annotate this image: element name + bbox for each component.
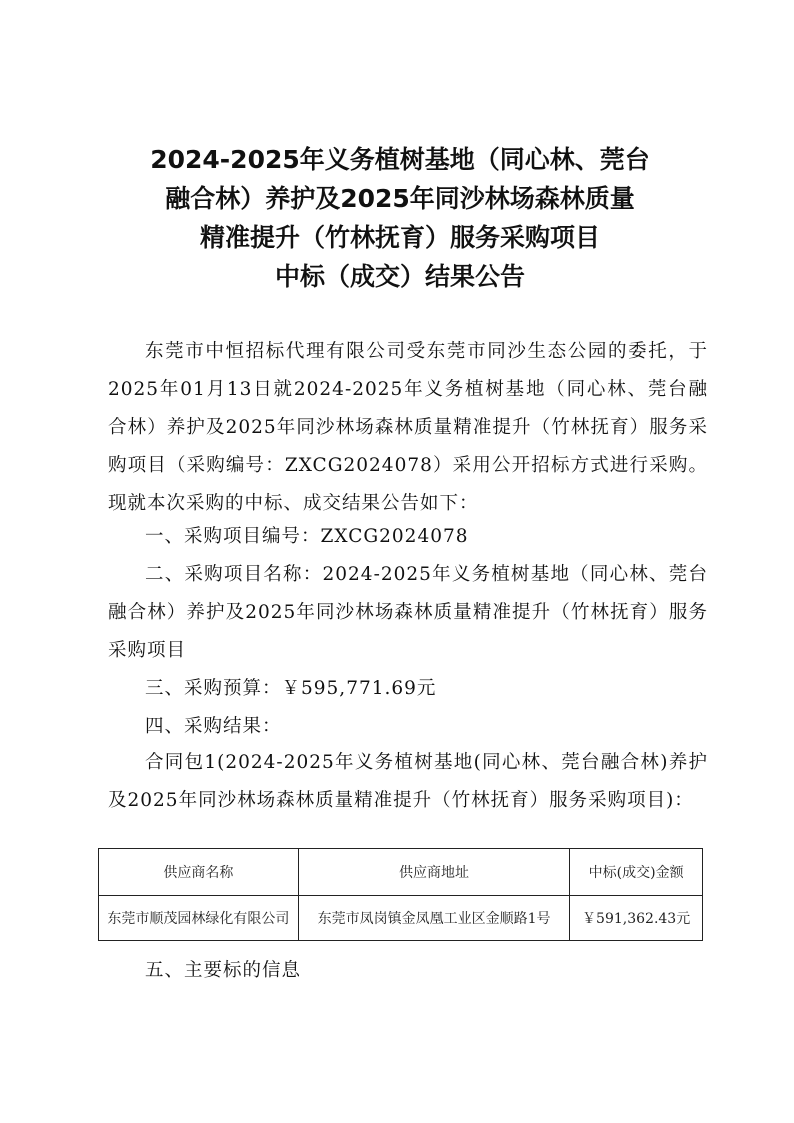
table-header-cell: 供应商地址: [298, 849, 569, 896]
result-table: [98, 848, 703, 941]
contract-package: 合同包1(2024-2025年义务植树基地(同心林、莞台融合林)养护及2025年同沙林场森林质量精准提升（竹林抚育）服务采购项目)：: [108, 752, 708, 811]
title-line: 融合林）养护及2025年同沙林场森林质量: [165, 184, 635, 213]
section-budget: 三、采购预算：￥595,771.69元: [145, 678, 437, 699]
table-header-cell: 供应商名称: [99, 849, 299, 896]
section-result: 四、采购结果：: [145, 716, 282, 737]
section-main-items: 五、主要标的信息: [145, 960, 302, 981]
document-title: [100, 140, 700, 296]
title-line: 中标（成交）结果公告: [274, 262, 525, 291]
title-line: 精准提升（竹林抚育）服务采购项目: [199, 223, 600, 252]
award-amount-cell: ￥591,362.43元: [570, 896, 703, 941]
table-header-cell: 中标(成交)金额: [570, 849, 703, 896]
title-line: 2024-2025年义务植树基地（同心林、莞台: [150, 145, 650, 174]
section-project-name: 二、采购项目名称：2024-2025年义务植树基地（同心林、莞台融合林）养护及2025年同沙林场森林质量精准提升（竹林抚育）服务采购项目: [108, 564, 708, 661]
table-header-row: [99, 849, 703, 896]
supplier-name-cell: 东莞市顺茂园林绿化有限公司: [99, 896, 299, 941]
table-row: [99, 896, 703, 941]
section-project-number: 一、采购项目编号：ZXCG2024078: [145, 526, 469, 547]
intro-paragraph: 东莞市中恒招标代理有限公司受东莞市同沙生态公园的委托，于2025年01月13日就2024-2025年义务植树基地（同心林、莞台融合林）养护及2025年同沙林场森林质量精准提升（竹林抚育）服务采购项目（采购编号：ZXCG2024078）采用公开招标方式进行采购。现就本次采购的中标、成交结果公告如下：: [108, 341, 708, 514]
supplier-address-cell: 东莞市凤岗镇金凤凰工业区金顺路1号: [298, 896, 569, 941]
